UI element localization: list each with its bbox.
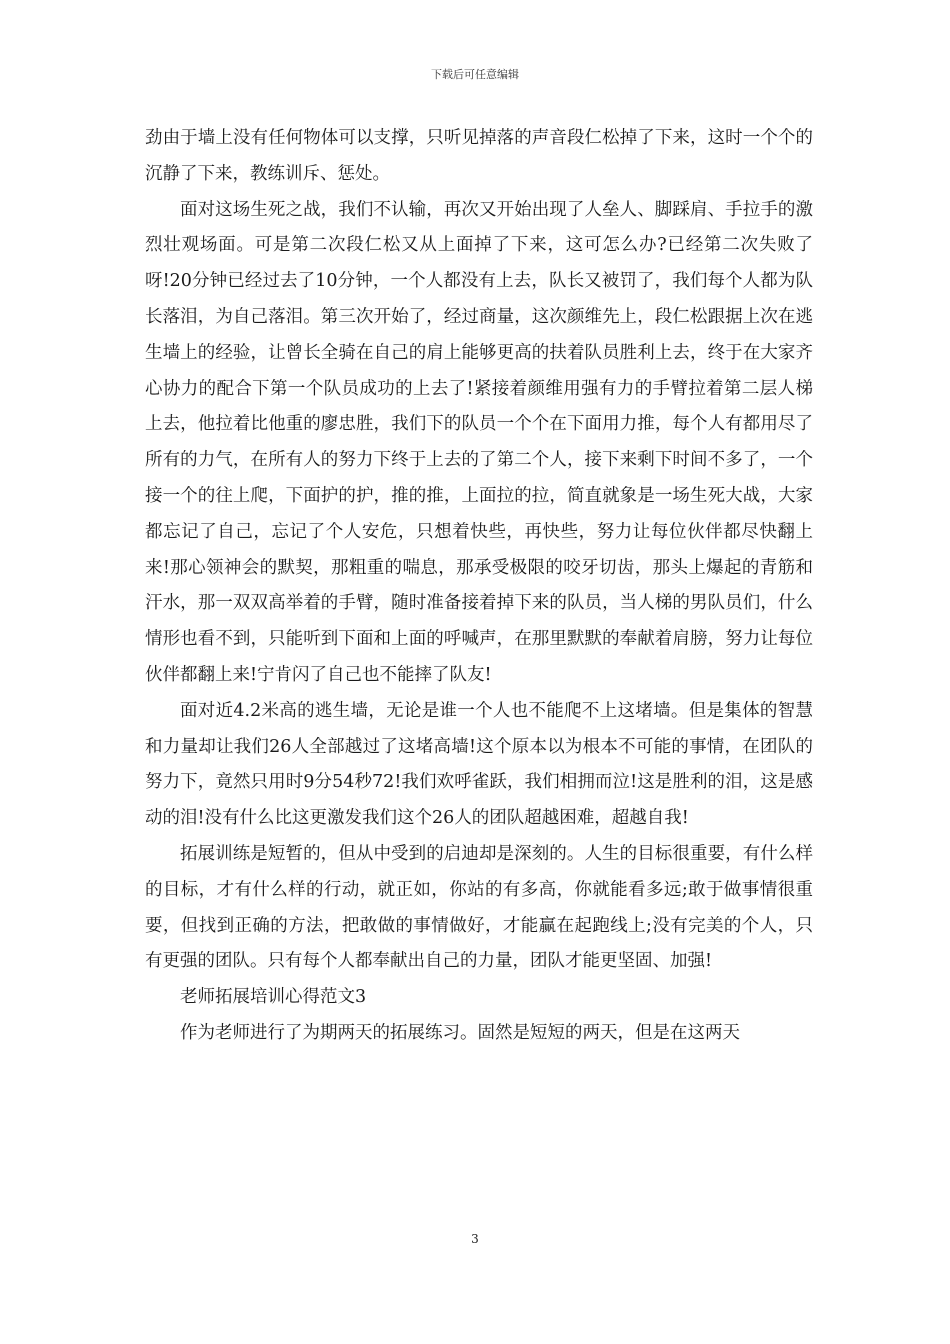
document-body — [145, 121, 813, 1052]
paragraph: 拓展训练是短暂的，但从中受到的启迪却是深刻的。人生的目标很重要，有什么样的目标，才有什么样的行动，就正如，你站的有多高，你就能看多远;敢于做事情很重要，但找到正确的方法，把敢做的事情做好，才能赢在起跑线上;没有完美的个人，只有更强的团队。只有每个人都奉献出自己的力量，团队才能更坚固、加强! — [145, 843, 813, 972]
section-heading: 老师拓展培训心得范文3 — [180, 987, 367, 1008]
paragraph: 面对近4.2米高的逃生墙，无论是谁一个人也不能爬不上这堵墙。但是集体的智慧和力量却让我们26人全部越过了这堵高墙!这个原本以为根本不可能的事情，在团队的努力下，竟然只用时9分54秒72!我们欢呼雀跃，我们相拥而泣!这是胜利的泪，这是感动的泪!没有什么比这更激发我们这个26人的团队超越困难，超越自我! — [145, 700, 813, 829]
paragraph: 作为老师进行了为期两天的拓展练习。固然是短短的两天，但是在这两天 — [180, 1022, 740, 1043]
paragraph-continued: 劲由于墙上没有任何物体可以支撑，只听见掉落的声音段仁松掉了下来，这时一个个的沉静了下来，教练训斥、惩处。 — [145, 128, 813, 184]
page-number: 3 — [471, 1232, 479, 1246]
page-header: 下载后可任意编辑 — [431, 68, 519, 81]
paragraph: 面对这场生死之战，我们不认输，再次又开始出现了人垒人、脚踩肩、手拉手的激烈壮观场面。可是第二次段仁松又从上面掉了下来，这可怎么办?已经第二次失败了呀!20分钟已经过去了10分钟，一个人都没有上去，队长又被罚了，我们每个人都为队长落泪，为自己落泪。第三次开始了，经过商量，这次颜维先上，段仁松跟据上次在逃生墙上的经验，让曾长全骑在自己的肩上能够更高的扶着队员胜利上去，终于在大家齐心协力的配合下第一个队员成功的上去了!紧接着颜维用强有力的手臂拉着第二层人梯上去，他拉着比他重的廖忠胜，我们下的队员一个个在下面用力推，每个人有都用尽了所有的力气，在所有人的努力下终于上去的了第二个人，接下来剩下时间不多了，一个接一个的往上爬，下面护的护，推的推，上面拉的拉，简直就象是一场生死大战，大家都忘记了自己，忘记了个人安危，只想着快些，再快些，努力让每位伙伴都尽快翻上来!那心领神会的默契，那粗重的喘息，那承受极限的咬牙切齿，那头上爆起的青筋和汗水，那一双双高举着的手臂，随时准备接着掉下来的队员，当人梯的男队员们，什么情形也看不到，只能听到下面和上面的呼喊声，在那里默默的奉献着肩膀，努力让每位伙伴都翻上来!宁肯闪了自己也不能摔了队友! — [145, 199, 813, 685]
